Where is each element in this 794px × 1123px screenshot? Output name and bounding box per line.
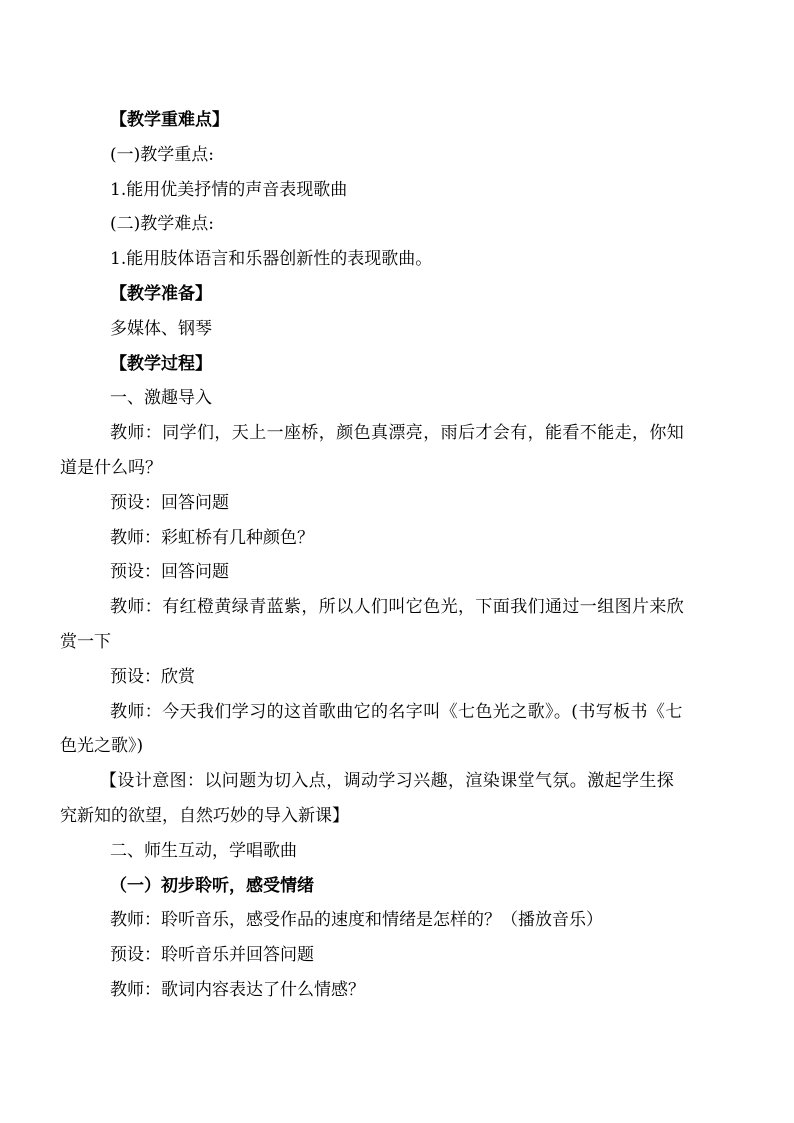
teacher-paragraph-1-line-2: 道是什么吗？ [60, 457, 162, 478]
teaching-focus-item: 1.能用优美抒情的声音表现歌曲 [110, 179, 348, 200]
teacher-question-6: 教师：歌词内容表达了什么情感？ [110, 979, 365, 1000]
preset-answer-1: 预设：回答问题 [110, 492, 229, 513]
teaching-difficulty-item: 1.能用肢体语言和乐器创新性的表现歌曲。 [110, 249, 433, 270]
design-intent-line-1: 【设计意图：以问题为切入点，调动学习兴趣，渲染课堂气氛。激起学生探 [100, 771, 675, 792]
teacher-paragraph-1-line-1: 教师：同学们，天上一座桥，颜色真漂亮，雨后才会有，能看不能走，你知 [110, 423, 685, 444]
preparation-heading: 【教学准备】 [110, 283, 212, 304]
teacher-paragraph-4-line-2: 色光之歌》) [60, 736, 144, 757]
preparation-text: 多媒体、钢琴 [110, 318, 212, 339]
preset-answer-5: 预设：聆听音乐并回答问题 [110, 945, 314, 966]
part2-title: 二、师生互动，学唱歌曲 [110, 840, 297, 861]
teaching-focus-title: (一)教学重点: [110, 144, 214, 165]
teaching-difficulty-title: (二)教学难点: [110, 214, 214, 235]
teacher-paragraph-4-line-1: 教师：今天我们学习的这首歌曲它的名字叫《七色光之歌》。(书写板书《七 [110, 701, 683, 722]
teacher-paragraph-3-line-1: 教师：有红橙黄绿青蓝紫，所以人们叫它色光，下面我们通过一组图片来欣 [110, 597, 685, 618]
subsection-1-title: （一）初步聆听，感受情绪 [110, 875, 314, 896]
teacher-paragraph-3-line-2: 赏一下 [60, 631, 111, 652]
teacher-question-5: 教师：聆听音乐，感受作品的速度和情绪是怎样的？（播放音乐） [110, 910, 603, 931]
part1-title: 一、激趣导入 [110, 388, 212, 409]
key-points-heading: 【教学重难点】 [110, 110, 229, 130]
preset-answer-3: 预设：欣赏 [110, 666, 195, 687]
design-intent-paragraph [60, 764, 740, 834]
teacher-paragraph-1 [60, 416, 740, 486]
preset-answer-2: 预设：回答问题 [110, 562, 229, 583]
teacher-paragraph-3 [60, 590, 740, 660]
teacher-question-2: 教师：彩虹桥有几种颜色？ [110, 527, 314, 548]
process-heading: 【教学过程】 [110, 353, 212, 374]
design-intent-line-2: 究新知的欲望，自然巧妙的导入新课】 [60, 805, 349, 826]
teacher-paragraph-4 [60, 695, 740, 765]
document-body [60, 103, 740, 1008]
